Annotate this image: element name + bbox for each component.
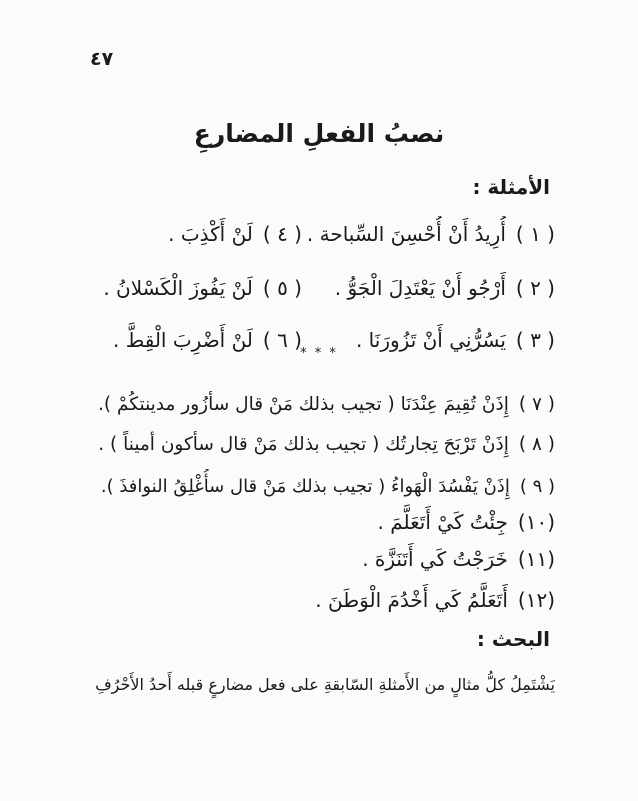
example-number: ( ٩ ) <box>519 476 555 497</box>
example-number: (١٠) <box>517 510 555 534</box>
example-number: (١١) <box>517 547 555 571</box>
example-text: يَسُرُّنِي أَنْ تَزُورَنَا . <box>355 328 506 352</box>
page-number: ٤٧ <box>90 48 114 70</box>
example-text: إِذَنْ يَفْسُدَ الْهَواءُ ( تجيب بذلك مَنْ قال سأُغْلِقُ النوافذَ ). <box>100 476 510 497</box>
example-number: ( ٥ ) <box>262 276 302 300</box>
example-text: جِئْتُ كَيْ أَتَعَلَّمَ . <box>377 510 508 534</box>
example-text: لَنْ يَفُوزَ الْكَسْلانُ . <box>103 276 253 300</box>
example-text: أَرْجُو أَنْ يَعْتَدِلَ الْجَوُّ . <box>334 276 506 300</box>
example-text: إِذَنْ تَرْبَحَ تِجارتُك ( تجيب بذلك مَنْ قال سأكون أميناً ) . <box>98 434 509 455</box>
example-item <box>93 427 555 463</box>
example-text: أَتَعَلَّمُ كَي أَخْدُمَ الْوَطَنَ . <box>315 588 508 612</box>
example-number: ( ٤ ) <box>262 222 302 246</box>
example-number: ( ٢ ) <box>515 276 555 300</box>
example-number: ( ٣ ) <box>515 328 555 352</box>
example-number: ( ٧ ) <box>518 394 555 415</box>
examples-heading: الأمثلة : <box>472 175 550 199</box>
example-item <box>93 582 555 618</box>
example-text: إِذَنْ تُقِيمَ عِنْدَنَا ( تجيب بذلك مَنْ قال سأزُور مدينتكُمْ ). <box>97 394 509 415</box>
example-number: (١٢) <box>517 588 555 612</box>
example-item <box>93 469 555 505</box>
example-text: خَرَجْتُ كَي أَتَنَزَّهَ . <box>362 547 508 571</box>
discussion-heading: البحث : <box>476 627 550 651</box>
example-number: ( ٦ ) <box>262 328 302 352</box>
example-number: ( ٨ ) <box>518 434 555 455</box>
page-title: نصبُ الفعلِ المضارعِ <box>193 119 445 148</box>
example-item <box>93 504 555 540</box>
example-item <box>94 270 302 306</box>
example-item <box>303 270 555 306</box>
example-item <box>93 541 555 577</box>
example-text: أُرِيدُ أَنْ أُحْسِنَ السِّباحة . <box>306 222 506 246</box>
example-item <box>303 216 555 252</box>
example-item <box>94 216 302 252</box>
example-item <box>93 387 555 423</box>
separator-stars: * * * <box>300 346 338 361</box>
example-text: لَنْ أَكْذِبَ . <box>168 222 253 246</box>
example-number: ( ١ ) <box>515 222 555 246</box>
example-text: لَنْ أَضْرِبَ الْقِطَّ . <box>113 328 253 352</box>
discussion-text: يَشْتَمِلُ كلُّ مثالٍ من الأَمثلةِ السّابقةِ على فعل مضارعٍ قبله أَحدُ الأَحْرُفِ <box>95 675 555 694</box>
